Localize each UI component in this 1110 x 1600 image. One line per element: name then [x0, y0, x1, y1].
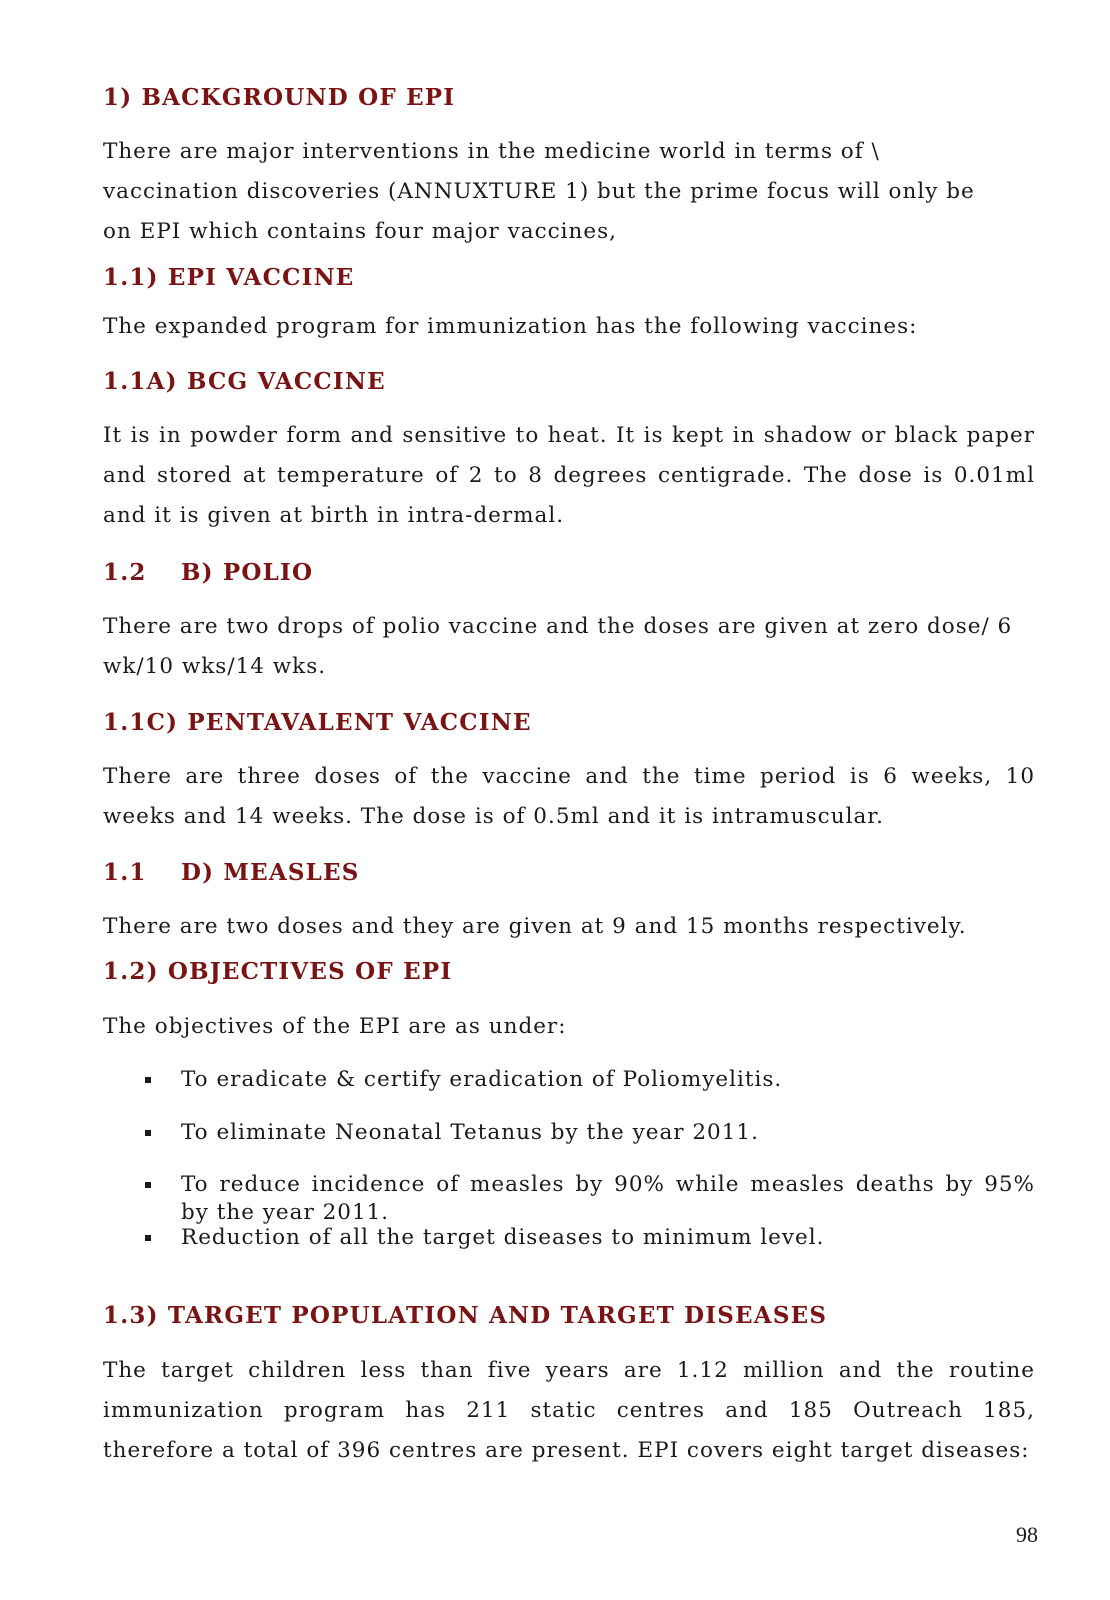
page-number: 98 [1016, 1522, 1038, 1547]
heading-target-population: 1.3) TARGET POPULATION AND TARGET DISEASES [103, 1302, 828, 1329]
list-item-text: Reduction of all the target diseases to minimum level. [181, 1225, 825, 1250]
bullet-icon [145, 1130, 151, 1136]
heading-polio-title: B) POLIO [181, 559, 314, 586]
heading-polio-number: 1.2 [103, 559, 147, 586]
bullet-icon [145, 1077, 151, 1083]
heading-measles [103, 859, 360, 886]
heading-background-of-epi: 1) BACKGROUND OF EPI [103, 84, 456, 111]
list-item-text: To eradicate & certify eradication of Poliomyelitis. [181, 1067, 783, 1092]
paragraph-bcg-vaccine: It is in powder form and sensitive to heat. It is kept in shadow or black paper and stored at temperature of 2 to 8 degrees centigrade. The dose is 0.01ml and it is given at birth in intra-dermal. [103, 423, 1035, 528]
paragraph-objectives: The objectives of the EPI are as under: [103, 1014, 567, 1039]
heading-pentavalent-vaccine: 1.1C) PENTAVALENT VACCINE [103, 709, 532, 736]
heading-objectives-of-epi: 1.2) OBJECTIVES OF EPI [103, 958, 453, 985]
paragraph-target-population: The target children less than five years are 1.12 million and the routine immunization program has 211 static centres and 185 Outreach 185, therefore a total of 396 centres are present. EPI covers eight target diseases: [103, 1358, 1035, 1463]
paragraph-polio: There are two drops of polio vaccine and the doses are given at zero dose/ 6 wk/10 wks/14 wks. [103, 614, 1013, 679]
heading-bcg-vaccine: 1.1A) BCG VACCINE [103, 368, 386, 395]
paragraph-epi-vaccine: The expanded program for immunization has the following vaccines: [103, 314, 918, 339]
heading-measles-title: D) MEASLES [181, 859, 360, 886]
paragraph-measles: There are two doses and they are given at 9 and 15 months respectively. [103, 914, 967, 939]
list-item-text: To reduce incidence of measles by 90% while measles deaths by 95% by the year 2011. [181, 1172, 1035, 1225]
paragraph-background: There are major interventions in the medicine world in terms of \ vaccination discoveries (ANNUXTURE 1) but the prime focus will only be on EPI which contains four major vaccines, [103, 139, 975, 244]
heading-polio [103, 559, 313, 586]
bullet-icon [145, 1235, 151, 1241]
heading-epi-vaccine: 1.1) EPI VACCINE [103, 264, 355, 291]
paragraph-pentavalent: There are three doses of the vaccine and the time period is 6 weeks, 10 weeks and 14 weeks. The dose is of 0.5ml and it is intramuscular. [103, 764, 1035, 829]
bullet-icon [145, 1182, 151, 1188]
list-item-text: To eliminate Neonatal Tetanus by the year 2011. [181, 1120, 759, 1145]
heading-measles-number: 1.1 [103, 859, 147, 886]
